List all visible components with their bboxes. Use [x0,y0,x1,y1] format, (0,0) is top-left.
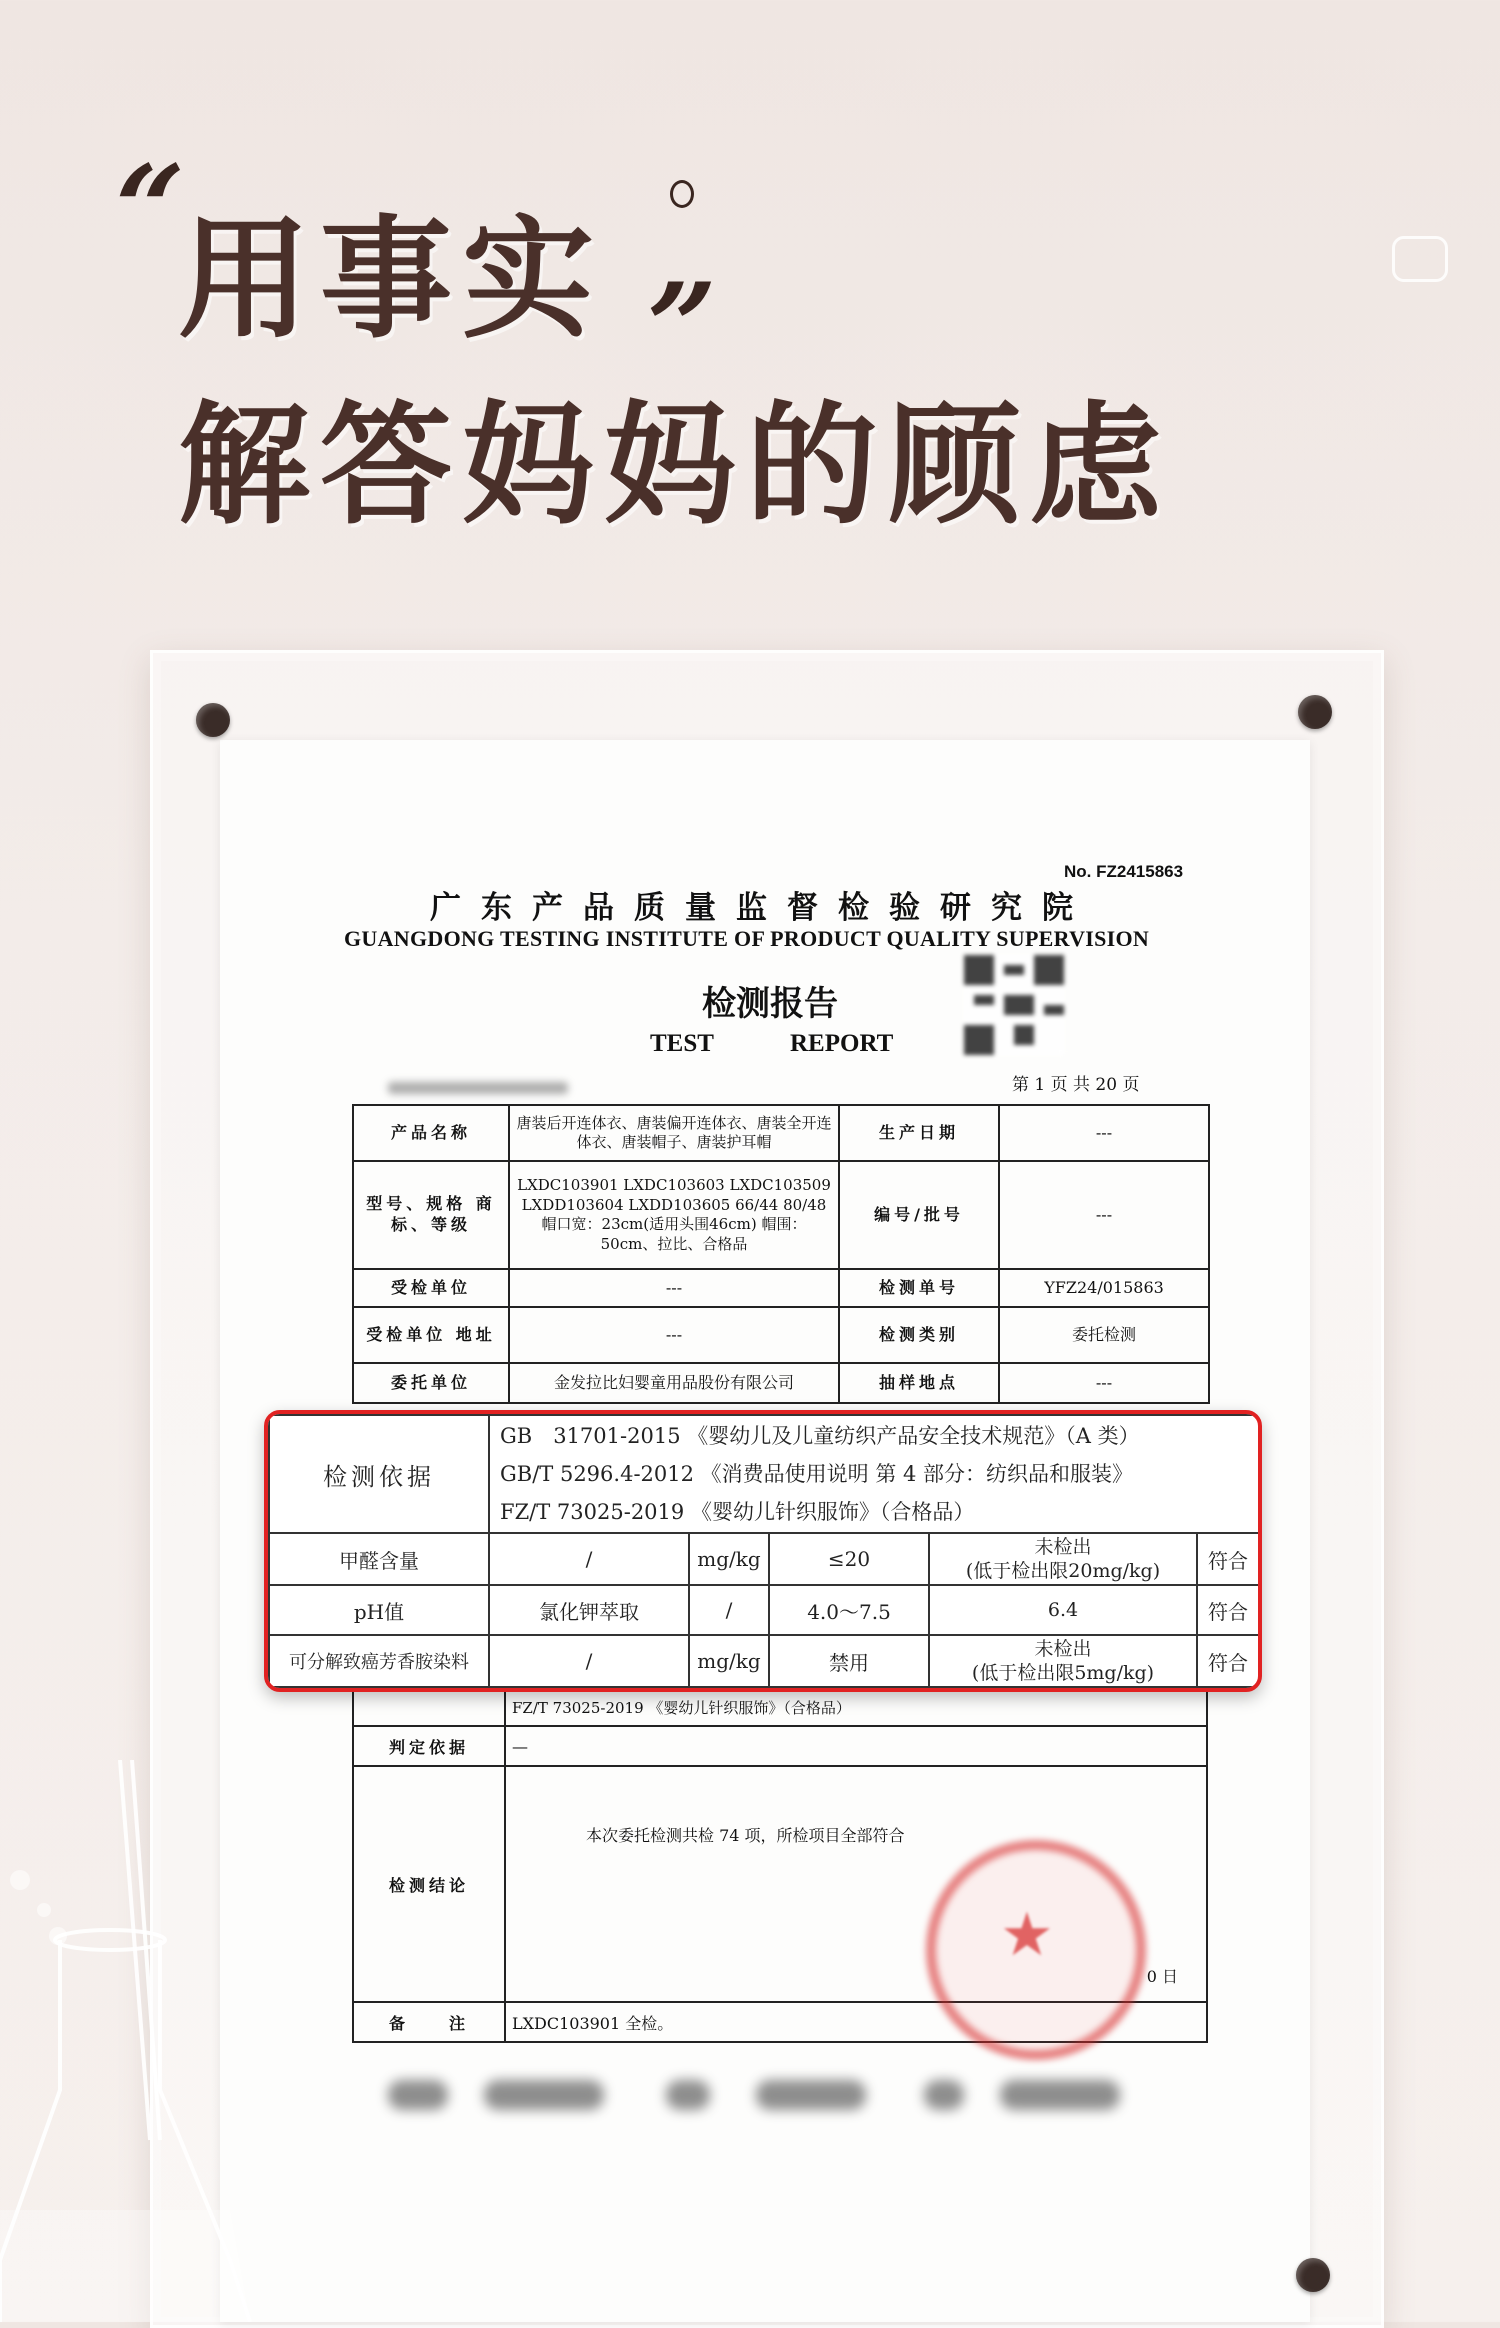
inspected-address-label: 受检单位 地址 [353,1307,509,1363]
bubble-decoration [670,180,694,208]
result-row [269,1635,1259,1687]
highlighted-results-box [264,1410,1262,1692]
signature [924,2080,964,2110]
test-result [929,1585,1197,1635]
signature [1000,2080,1120,2110]
product-name-value: 唐装后开连体衣、唐装偏开连体衣、唐装全开连体衣、唐装帽子、唐装护耳帽 [509,1105,839,1161]
test-verdict: 符合 [1197,1635,1259,1687]
client-value: 金发拉比妇婴童用品股份有限公司 [509,1363,839,1403]
client-label: 委托单位 [353,1363,509,1403]
standard-line: GB/T 5296.4-2012 《消费品使用说明 第 4 部分：纺织品和服装》 [500,1462,1134,1486]
result-value: 未检出 [1034,1536,1092,1558]
standard-line: FZ/T 73025-2019 《婴幼儿针织服饰》（合格品） [500,1500,975,1524]
close-quote-mark: ” [622,257,709,398]
fz-standard-line: FZ/T 73025-2019 《婴幼儿针织服饰》（合格品） [505,1690,1207,1726]
test-basis-label: 检测依据 [269,1415,489,1533]
pin-icon [1298,695,1332,729]
report-title-en-test: TEST [650,1030,714,1057]
inspected-unit-label: 受检单位 [353,1269,509,1307]
report-number: No. FZ2415863 [1064,862,1184,881]
beaker-icon [0,1760,260,2322]
test-limit: 4.0～7.5 [769,1585,929,1635]
seal-star-icon: ★ [1000,1900,1054,1970]
conclusion-label: 检测结论 [353,1766,505,2002]
institute-name-cn: 广东产品质量监督检验研究院 [430,890,1093,926]
inspected-address-value: --- [509,1307,839,1363]
test-result [929,1635,1197,1687]
headline-line-2: 解答妈妈的顾虑 [178,389,1172,543]
pin-icon [196,703,230,737]
test-unit: mg/kg [689,1635,769,1687]
test-limit: ≤20 [769,1533,929,1585]
test-unit: / [689,1585,769,1635]
test-number-value: YFZ24/015863 [999,1269,1209,1307]
result-value: 6.4 [1047,1599,1079,1621]
conclusion-date: 0 日 [1146,1967,1178,1986]
test-type-value: 委托检测 [999,1307,1209,1363]
result-note: (低于检出限20mg/kg) [965,1560,1161,1582]
signature [666,2080,710,2110]
result-row [269,1585,1259,1635]
test-result [929,1533,1197,1585]
highlighted-results-table [268,1414,1260,1688]
model-label: 型号、规格 商标、等级 [353,1161,509,1269]
test-method: / [489,1533,689,1585]
standard-line: GB 31701-2015 《婴幼儿及儿童纺织产品安全技术规范》（A 类） [500,1424,1140,1448]
result-row [269,1533,1259,1585]
test-item: pH值 [269,1585,489,1635]
open-quote-mark: “ [90,139,177,280]
production-date-label: 生产日期 [839,1105,999,1161]
test-verdict: 符合 [1197,1533,1259,1585]
test-item: 甲醛含量 [269,1533,489,1585]
test-number-label: 检测单号 [839,1269,999,1307]
signature [484,2080,604,2110]
report-title-en-report: REPORT [790,1030,894,1057]
headline-line-1: 用事实 [178,203,604,357]
test-unit: mg/kg [689,1533,769,1585]
remarks-label: 备 注 [353,2002,505,2042]
redacted-text [388,1082,568,1094]
sampling-place-value: --- [999,1363,1209,1403]
result-value: 未检出 [1034,1638,1092,1660]
model-value: LXDC103901 LXDC103603 LXDC103509 LXDD103604 LXDD103605 66/44 80/48 帽口宽：23cm(适用头围46cm) 帽围：50cm、拉比、合格品 [509,1161,839,1269]
sampling-place-label: 抽样地点 [839,1363,999,1403]
institute-name-en: GUANGDONG TESTING INSTITUTE OF PRODUCT QUALITY SUPERVISION [344,926,1150,951]
heart-decoration-icon [1392,236,1448,282]
qr-code-icon [964,955,1064,1055]
batch-value: --- [999,1161,1209,1269]
signature [388,2080,448,2110]
product-name-label: 产品名称 [353,1105,509,1161]
signature [756,2080,866,2110]
test-method: / [489,1635,689,1687]
report-info-table [352,1104,1210,1404]
test-limit: 禁用 [769,1635,929,1687]
result-note: (低于检出限5mg/kg) [971,1662,1155,1684]
test-type-label: 检测类别 [839,1307,999,1363]
batch-label: 编号/批号 [839,1161,999,1269]
test-method: 氯化钾萃取 [489,1585,689,1635]
inspected-unit-value: --- [509,1269,839,1307]
test-basis-standards [489,1415,1259,1533]
judgement-basis-label: 判定依据 [353,1726,505,1766]
page-info: 第 1 页 共 20 页 [1012,1075,1140,1095]
production-date-value: --- [999,1105,1209,1161]
conclusion-text: 本次委托检测共检 74 项，所检项目全部符合 [586,1826,905,1845]
test-item: 可分解致癌芳香胺染料 [269,1635,489,1687]
pin-icon [1296,2258,1330,2292]
report-title-cn: 检测报告 [702,984,838,1024]
judgement-basis-value: — [505,1726,1207,1766]
remarks-value: LXDC103901 全检。 [505,2002,1207,2042]
test-verdict: 符合 [1197,1585,1259,1635]
